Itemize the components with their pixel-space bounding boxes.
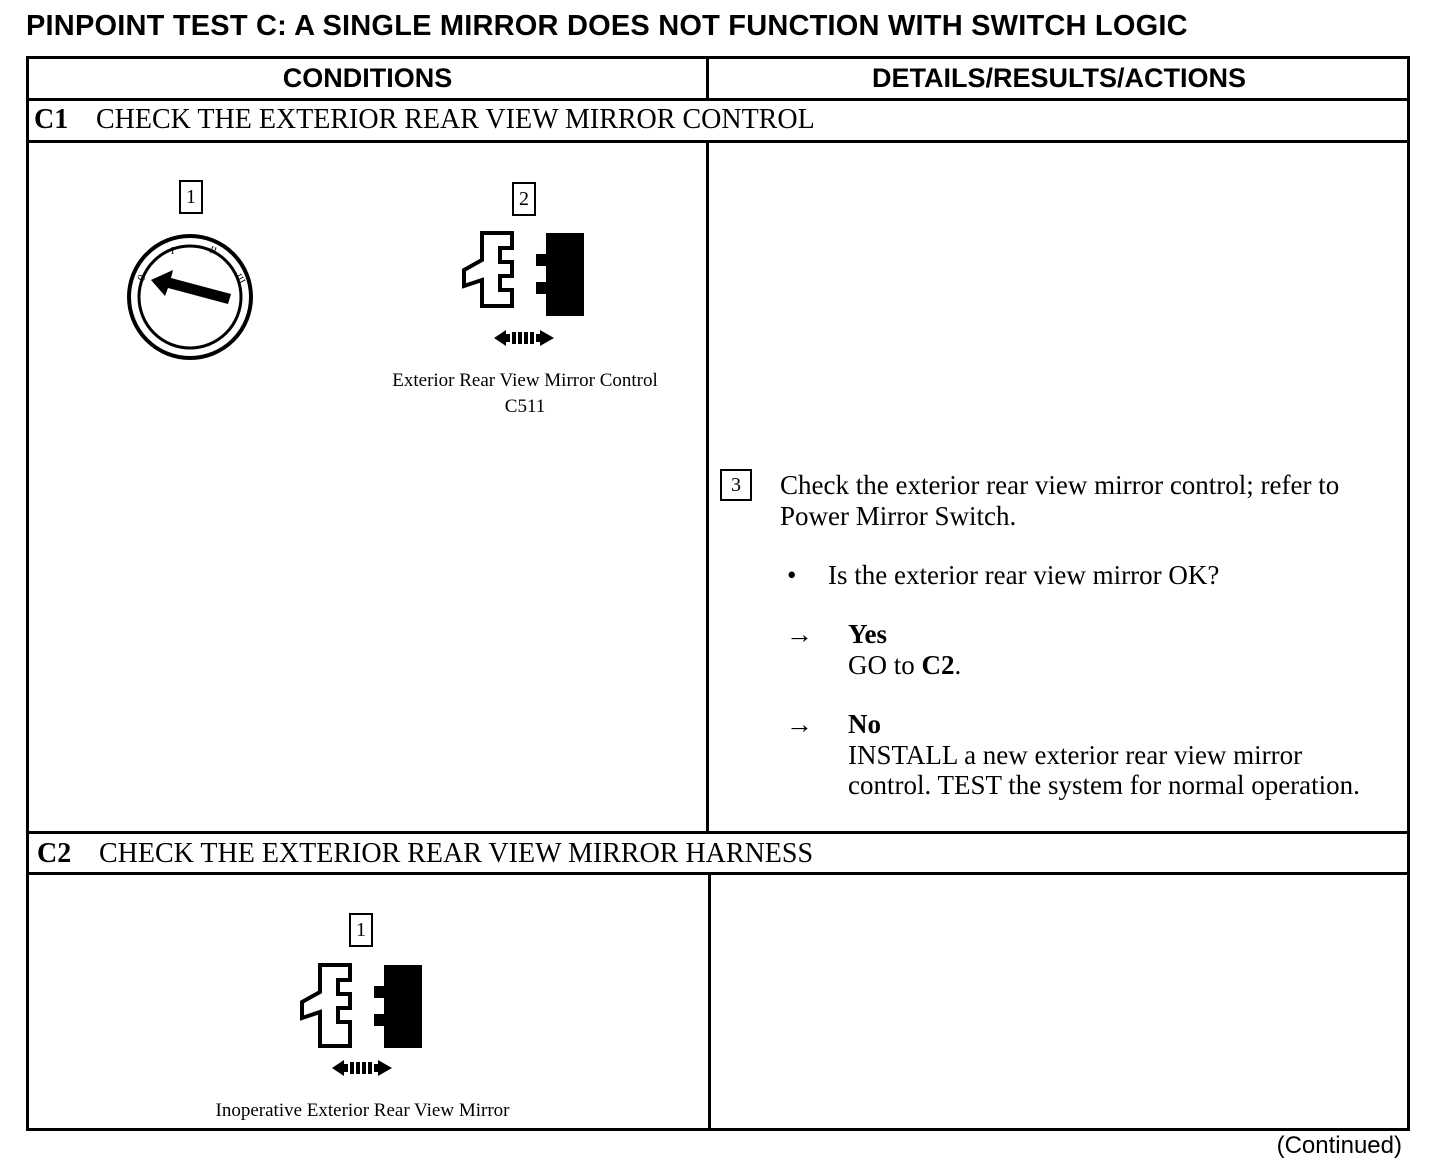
column-header-conditions: CONDITIONS [282, 63, 453, 93]
step-heading: CHECK THE EXTERIOR REAR VIEW MIRROR HARNESS [99, 838, 814, 869]
step-heading: CHECK THE EXTERIOR REAR VIEW MIRROR CONTROL [96, 104, 815, 135]
yes-action [848, 650, 1388, 681]
no-label: No [848, 709, 881, 739]
step-id: C1 [34, 104, 69, 135]
divider [26, 831, 1410, 834]
svg-text:I: I [171, 246, 175, 257]
question-text: Is the exterior rear view mirror OK? [828, 560, 1220, 590]
svg-text:0: 0 [135, 272, 149, 284]
divider [708, 872, 711, 1131]
yes-action-suffix: . [954, 650, 962, 680]
yes-action-prefix: GO to [848, 650, 922, 680]
column-header-details: DETAILS/RESULTS/ACTIONS [871, 63, 1246, 93]
divider [706, 140, 709, 833]
no-action: INSTALL a new exterior rear view mirror control. TEST the system for normal operation. [848, 740, 1360, 800]
figure-caption: Inoperative Exterior Rear View Mirror [215, 1100, 510, 1121]
arrow-icon: → [786, 619, 813, 649]
arrow-icon: → [786, 709, 813, 739]
divider [26, 98, 1410, 101]
svg-text:III: III [232, 272, 247, 287]
caption-line: Exterior Rear View Mirror Control [392, 370, 658, 391]
connector-disconnect-icon [298, 960, 428, 1085]
divider [26, 872, 1410, 875]
yes-label: Yes [848, 619, 887, 649]
bullet-icon: • [787, 560, 797, 590]
svg-text:II: II [207, 244, 219, 258]
caption-line: C511 [504, 396, 546, 417]
figure-caption [360, 370, 690, 418]
figure-number: 1 [179, 180, 203, 214]
step-c2-header [37, 838, 813, 870]
continued-label: (Continued) [1276, 1132, 1402, 1159]
ignition-switch-icon [125, 232, 255, 362]
page-title: PINPOINT TEST C: A SINGLE MIRROR DOES NOT FUNCTION WITH SWITCH LOGIC [26, 10, 1188, 42]
connector-disconnect-icon [460, 228, 590, 353]
step-id: C2 [37, 838, 72, 869]
yes-action-target: C2 [921, 650, 955, 680]
step-c1-header [34, 104, 815, 136]
action-text: Check the exterior rear view mirror control; refer to Power Mirror Switch. [780, 470, 1340, 531]
figure-number: 1 [349, 913, 373, 947]
figure-number: 2 [512, 182, 536, 216]
action-number: 3 [720, 469, 752, 501]
pinpoint-table [26, 56, 1410, 1131]
divider [26, 140, 1410, 143]
